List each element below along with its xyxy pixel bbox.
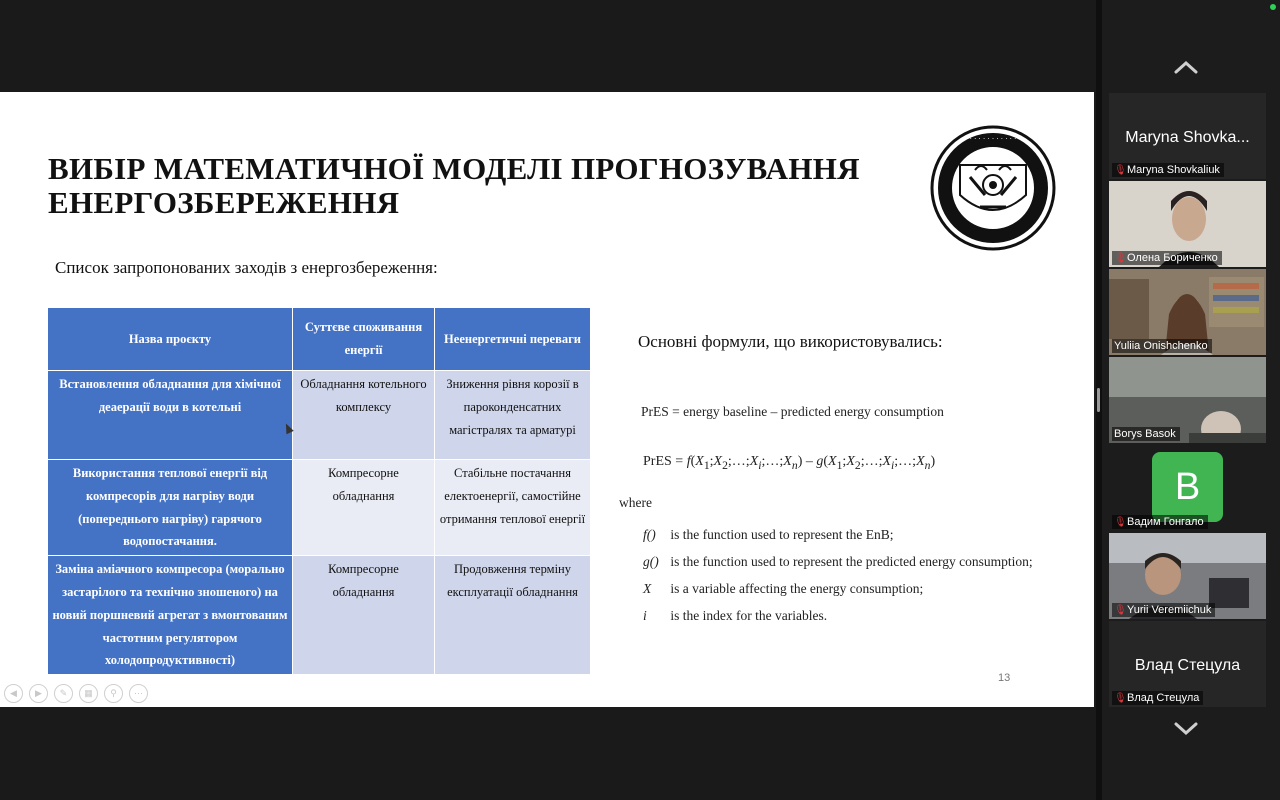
table-cell: Використання теплової енергії від компресорів для нагріву води (попереднього нагріву) гарячого водопостачання. xyxy=(48,460,293,556)
table-cell: Обладнання котельного комплексу xyxy=(293,371,435,460)
definition-text: is the function used to represent the EnB; xyxy=(670,527,894,542)
table-cell: Компресорне обладнання xyxy=(293,556,435,675)
participant-tile[interactable] xyxy=(1109,93,1266,179)
participant-avatar: B xyxy=(1152,452,1223,522)
table-cell: Стабільне постачання електоенергії, самостійне отримання теплової енергії xyxy=(435,460,591,556)
participant-name-label xyxy=(1112,515,1208,529)
slides-grid-icon[interactable]: ▦ xyxy=(79,684,98,703)
participant-name-label xyxy=(1112,251,1222,265)
muted-mic-icon: 🎙 xyxy=(1114,692,1127,704)
participant-name: Yurii Veremiichuk xyxy=(1127,604,1212,616)
definition-item xyxy=(643,554,1033,570)
definition-symbol: f() xyxy=(643,527,656,542)
muted-mic-icon: 🎙 xyxy=(1114,164,1127,176)
energy-measures-table xyxy=(47,307,591,675)
table-header-row xyxy=(48,308,591,371)
formula-pres-difference: PrES = energy baseline – predicted energy consumption xyxy=(641,404,944,419)
participant-tile[interactable] xyxy=(1109,621,1266,707)
more-options-icon[interactable]: ⋯ xyxy=(129,684,148,703)
participant-name: Borys Basok xyxy=(1114,428,1176,440)
where-label: where xyxy=(619,495,652,510)
zoom-icon[interactable]: ⚲ xyxy=(104,684,123,703)
definition-text: is a variable affecting the energy consumption; xyxy=(670,581,924,596)
definition-item xyxy=(643,581,923,597)
column-header-energy: Суттєве споживання енергії xyxy=(293,308,435,371)
participant-tile[interactable] xyxy=(1109,445,1266,531)
definition-item xyxy=(643,608,827,624)
table-row xyxy=(48,460,591,556)
definition-text: is the function used to represent the predicted energy consumption; xyxy=(670,554,1033,569)
participant-tile[interactable] xyxy=(1109,181,1266,267)
svg-text:· · · · · · · · · · ·: · · · · · · · · · · · xyxy=(969,135,1017,143)
participant-name: Yuliia Onishchenko xyxy=(1114,340,1208,352)
slide-page-number: 13 xyxy=(998,672,1011,684)
slideshow-controls xyxy=(4,684,148,703)
presentation-slide xyxy=(0,92,1094,707)
table-cell: Встановлення обладнання для хімічної деаерації води в котельні xyxy=(48,371,293,460)
participant-name: Maryna Shovkaliuk xyxy=(1127,164,1220,176)
definition-symbol: X xyxy=(643,581,652,596)
participant-display-name: Влад Стецула xyxy=(1134,657,1241,674)
scroll-down-chevron-icon[interactable] xyxy=(1173,718,1199,738)
column-header-project: Назва проєкту xyxy=(48,308,293,371)
participant-name-label xyxy=(1112,339,1212,353)
table-cell: Продовження терміну експлуатації обладнання xyxy=(435,556,591,675)
pen-icon[interactable]: ✎ xyxy=(54,684,73,703)
definition-symbol: g() xyxy=(643,554,659,569)
participant-tile[interactable] xyxy=(1109,533,1266,619)
participant-name: Вадим Гонгало xyxy=(1127,516,1204,528)
column-header-benefits: Неенергетичні переваги xyxy=(435,308,591,371)
table-cell: Компресорне обладнання xyxy=(293,460,435,556)
participant-name-label xyxy=(1112,427,1180,441)
muted-mic-icon: 🎙 xyxy=(1114,604,1127,616)
measures-list-heading: Список запропонованих заходів з енергозбереження: xyxy=(55,258,438,277)
previous-slide-icon[interactable]: ◀ xyxy=(4,684,23,703)
formula-pres-functions: PrES = $f(X_1;X_2;\dots;X_i;\dots;X_n)$ – $g(X_1;X_2;\dots;X_i;\dots;X_n)$ xyxy=(643,454,936,472)
participant-tile[interactable] xyxy=(1109,269,1266,355)
recording-indicator-icon xyxy=(1270,4,1276,10)
muted-mic-icon: 🎙 xyxy=(1114,252,1127,264)
participant-name-label xyxy=(1112,691,1203,705)
muted-mic-icon: 🎙 xyxy=(1114,516,1127,528)
participant-name: Влад Стецула xyxy=(1127,692,1200,704)
participant-tile[interactable] xyxy=(1109,357,1266,443)
participant-name-label xyxy=(1112,163,1224,177)
slide-title: ВИБІР МАТЕМАТИЧНОЇ МОДЕЛІ ПРОГНОЗУВАННЯ ЕНЕРГОЗБЕРЕЖЕННЯ xyxy=(48,151,860,220)
formulas-heading: Основні формули, що використовувались: xyxy=(638,332,943,351)
participant-name: Олена Бориченко xyxy=(1127,252,1218,264)
participant-name-label xyxy=(1112,603,1215,617)
formula-prefix: PrES = xyxy=(643,454,687,469)
scroll-up-chevron-icon[interactable] xyxy=(1173,58,1199,78)
next-slide-icon[interactable]: ▶ xyxy=(29,684,48,703)
table-row xyxy=(48,371,591,460)
resize-handle[interactable] xyxy=(1097,388,1100,412)
university-seal-logo xyxy=(930,125,1056,251)
definition-symbol: i xyxy=(643,608,647,623)
participant-display-name: Maryna Shovka... xyxy=(1125,129,1250,146)
definition-text: is the index for the variables. xyxy=(670,608,828,623)
table-row xyxy=(48,556,591,675)
table-cell: Заміна аміачного компресора (морально застарілого та технічно зношеного) на новий поршневий агрегат з вмонтованим частотним регулятором холодопродуктивності) xyxy=(48,556,293,675)
definition-item xyxy=(643,527,893,543)
table-cell: Зниження рівня корозії в пароконденсатних магістралях та арматурі xyxy=(435,371,591,460)
